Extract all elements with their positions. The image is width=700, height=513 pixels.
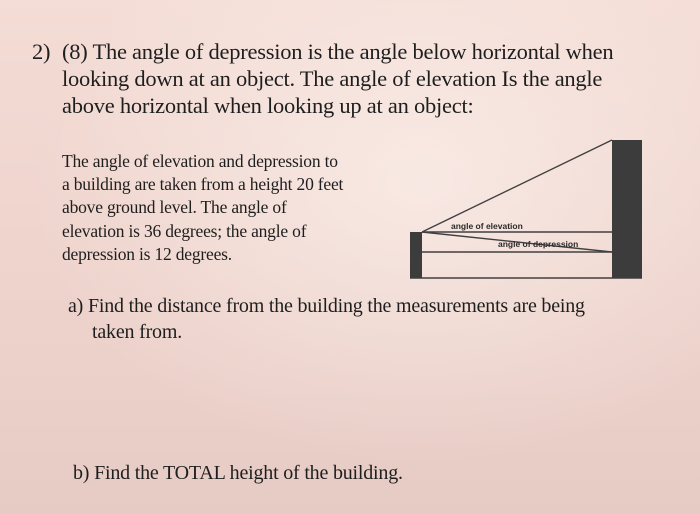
- part-b-label: b): [73, 462, 90, 484]
- part-a-label: a): [68, 295, 84, 317]
- scenario-line-4: elevation is 36 degrees; the angle of: [62, 220, 307, 241]
- problem-line-1: (8) The angle of depression is the angle below horizontal when: [62, 39, 614, 64]
- scenario-line-3: above ground level. The angle of: [62, 197, 287, 218]
- elevation-label: angle of elevation: [451, 221, 523, 231]
- scenario-line-1: The angle of elevation and depression to: [62, 151, 338, 171]
- problem-line-3: above horizontal when looking up at an object:: [62, 93, 474, 118]
- part-b-text: Find the TOTAL height of the building.: [94, 462, 403, 484]
- part-b: [73, 460, 403, 486]
- depression-label: angle of depression: [498, 239, 579, 249]
- scenario-text: [62, 150, 382, 266]
- scenario-line-2: a building are taken from a height 20 feet: [62, 174, 344, 195]
- problem-statement: [32, 38, 642, 119]
- part-a: [68, 293, 658, 345]
- problem-number: 2): [32, 39, 51, 64]
- elevation-depression-diagram: [396, 136, 652, 284]
- scenario-line-5: depression is 12 degrees.: [62, 243, 232, 264]
- elevation-sight-line: [422, 140, 612, 232]
- part-a-line-2: taken from.: [92, 321, 182, 343]
- building: [612, 140, 642, 278]
- problem-line-2: looking down at an object. The angle of elevation Is the angle: [62, 66, 603, 91]
- observer-platform: [410, 232, 422, 278]
- part-a-line-1: Find the distance from the building the measurements are being: [87, 295, 585, 317]
